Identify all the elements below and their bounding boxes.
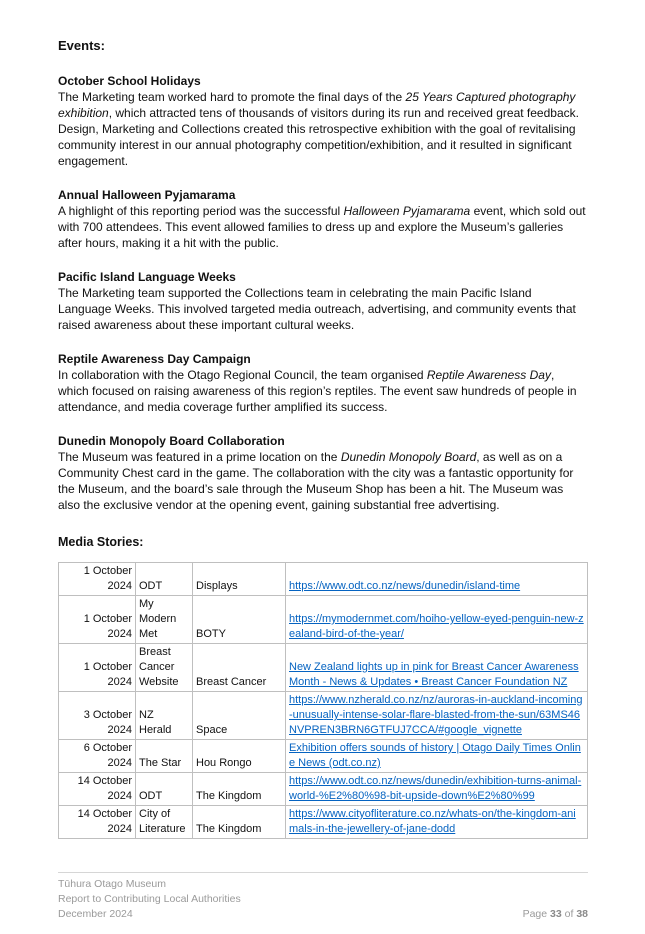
table-row bbox=[59, 740, 588, 773]
media-topic: The Kingdom bbox=[193, 773, 286, 806]
table-row bbox=[59, 773, 588, 806]
event-description bbox=[58, 203, 588, 251]
event-text: , which focused on raising awareness of this region’s reptiles. The event saw hundreds of people in attendance, and media coverage further amplified its success. bbox=[58, 368, 577, 414]
media-link-cell bbox=[286, 644, 588, 692]
page-current: 33 bbox=[550, 908, 562, 920]
event-text: , which attracted tens of thousands of visitors during its run and received great feedback. Design, Marketing and Collections created this retrospective exhibition with the goal of revitalising community interest in our annual photography competition/exhibition, and it resulted in significant engagement. bbox=[58, 106, 579, 168]
page-of: of bbox=[564, 908, 574, 920]
event-title: October School Holidays bbox=[58, 74, 201, 88]
table-row bbox=[59, 692, 588, 740]
events-list bbox=[58, 73, 588, 513]
media-outlet: My Modern Met bbox=[136, 596, 193, 644]
media-topic: Hou Rongo bbox=[193, 740, 286, 773]
event-italic-text: Halloween Pyjamarama bbox=[343, 204, 471, 218]
event-text: The Museum was featured in a prime location on the bbox=[58, 450, 341, 464]
media-link[interactable]: https://www.odt.co.nz/news/dunedin/exhibition-turns-animal-world-%E2%80%98-bit-upside-down%E2%80%99 bbox=[289, 775, 582, 802]
event-description bbox=[58, 89, 588, 169]
event-text: In collaboration with the Otago Regional Council, the team organised bbox=[58, 368, 427, 382]
event-item bbox=[58, 187, 588, 251]
event-italic-text: 25 Years Captured photography exhibition bbox=[58, 90, 576, 120]
event-title: Reptile Awareness Day Campaign bbox=[58, 352, 251, 366]
media-stories-heading: Media Stories: bbox=[58, 535, 144, 549]
event-item bbox=[58, 73, 588, 169]
media-link-cell bbox=[286, 563, 588, 596]
event-item bbox=[58, 433, 588, 513]
event-description bbox=[58, 285, 588, 333]
media-topic: The Kingdom bbox=[193, 806, 286, 839]
media-topic: Breast Cancer bbox=[193, 644, 286, 692]
media-link-cell bbox=[286, 806, 588, 839]
event-text: The Marketing team worked hard to promote the final days of the bbox=[58, 90, 406, 104]
event-text: The Marketing team supported the Collections team in celebrating the main Pacific Island Language Weeks. This involved targeted media outreach, advertising, and community events that raised awareness about these important cultural weeks. bbox=[58, 286, 576, 332]
page-label: Page bbox=[522, 908, 548, 920]
media-outlet: The Star bbox=[136, 740, 193, 773]
event-title: Annual Halloween Pyjamarama bbox=[58, 188, 236, 202]
media-link[interactable]: https://www.nzherald.co.nz/nz/auroras-in-auckland-incoming-unusually-intense-solar-flare-blasted-from-the-sun/63MS46NVPREN3BRN6GTFUJ7CCA/#google_vignette bbox=[289, 694, 583, 736]
event-description bbox=[58, 449, 588, 513]
media-outlet: Breast Cancer Website bbox=[136, 644, 193, 692]
events-heading: Events: bbox=[58, 38, 105, 53]
event-description bbox=[58, 367, 588, 415]
events-section bbox=[58, 38, 588, 531]
media-link-cell bbox=[286, 692, 588, 740]
event-italic-text: Dunedin Monopoly Board bbox=[340, 450, 477, 464]
media-topic: Displays bbox=[193, 563, 286, 596]
table-row bbox=[59, 563, 588, 596]
media-date: 1 October 2024 bbox=[59, 596, 136, 644]
media-date: 1 October 2024 bbox=[59, 644, 136, 692]
table-row bbox=[59, 644, 588, 692]
media-stories-table bbox=[58, 562, 588, 839]
media-date: 14 October 2024 bbox=[59, 773, 136, 806]
page-total: 38 bbox=[576, 908, 588, 920]
media-link[interactable]: https://www.cityofliterature.co.nz/whats-on/the-kingdom-animals-in-the-jewellery-of-jane-dodd bbox=[289, 808, 576, 835]
table-row bbox=[59, 806, 588, 839]
media-date: 14 October 2024 bbox=[59, 806, 136, 839]
page-footer bbox=[58, 872, 588, 922]
media-link-cell bbox=[286, 740, 588, 773]
table-row bbox=[59, 596, 588, 644]
event-item bbox=[58, 351, 588, 415]
media-date: 6 October 2024 bbox=[59, 740, 136, 773]
media-outlet: ODT bbox=[136, 563, 193, 596]
page-number bbox=[523, 907, 588, 922]
media-outlet: City of Literature bbox=[136, 806, 193, 839]
media-link[interactable]: https://mymodernmet.com/hoiho-yellow-eyed-penguin-new-zealand-bird-of-the-year/ bbox=[289, 613, 584, 640]
event-item bbox=[58, 269, 588, 333]
media-link-cell bbox=[286, 596, 588, 644]
media-date: 3 October 2024 bbox=[59, 692, 136, 740]
event-text: , as well as on a Community Chest card in the game. The collaboration with the city was a fantastic opportunity for the Museum, and the board’s sale through the Museum Shop has been a hit. The Museum was also the exclusive vendor at the opening event, gaining substantial free advertising. bbox=[58, 450, 574, 512]
media-topic: Space bbox=[193, 692, 286, 740]
media-link-cell bbox=[286, 773, 588, 806]
event-text: A highlight of this reporting period was the successful bbox=[58, 204, 344, 218]
event-title: Pacific Island Language Weeks bbox=[58, 270, 236, 284]
media-topic: BOTY bbox=[193, 596, 286, 644]
footer-report: Report to Contributing Local Authorities bbox=[58, 893, 241, 905]
event-italic-text: Reptile Awareness Day bbox=[426, 368, 551, 382]
event-text: event, which sold out with 700 attendees. This event allowed families to dress up and explore the Museum’s galleries after hours, making it a hit with the public. bbox=[58, 204, 586, 250]
media-link[interactable]: https://www.odt.co.nz/news/dunedin/island-time bbox=[289, 580, 521, 592]
event-title: Dunedin Monopoly Board Collaboration bbox=[58, 434, 285, 448]
media-outlet: ODT bbox=[136, 773, 193, 806]
media-link[interactable]: Exhibition offers sounds of history | Otago Daily Times Online News (odt.co.nz) bbox=[289, 742, 581, 769]
media-outlet: NZ Herald bbox=[136, 692, 193, 740]
footer-date: December 2024 bbox=[58, 908, 133, 920]
media-link[interactable]: New Zealand lights up in pink for Breast Cancer Awareness Month - News & Updates • Breast Cancer Foundation NZ bbox=[289, 661, 579, 688]
media-date: 1 October 2024 bbox=[59, 563, 136, 596]
footer-org: Tūhura Otago Museum bbox=[58, 878, 166, 890]
